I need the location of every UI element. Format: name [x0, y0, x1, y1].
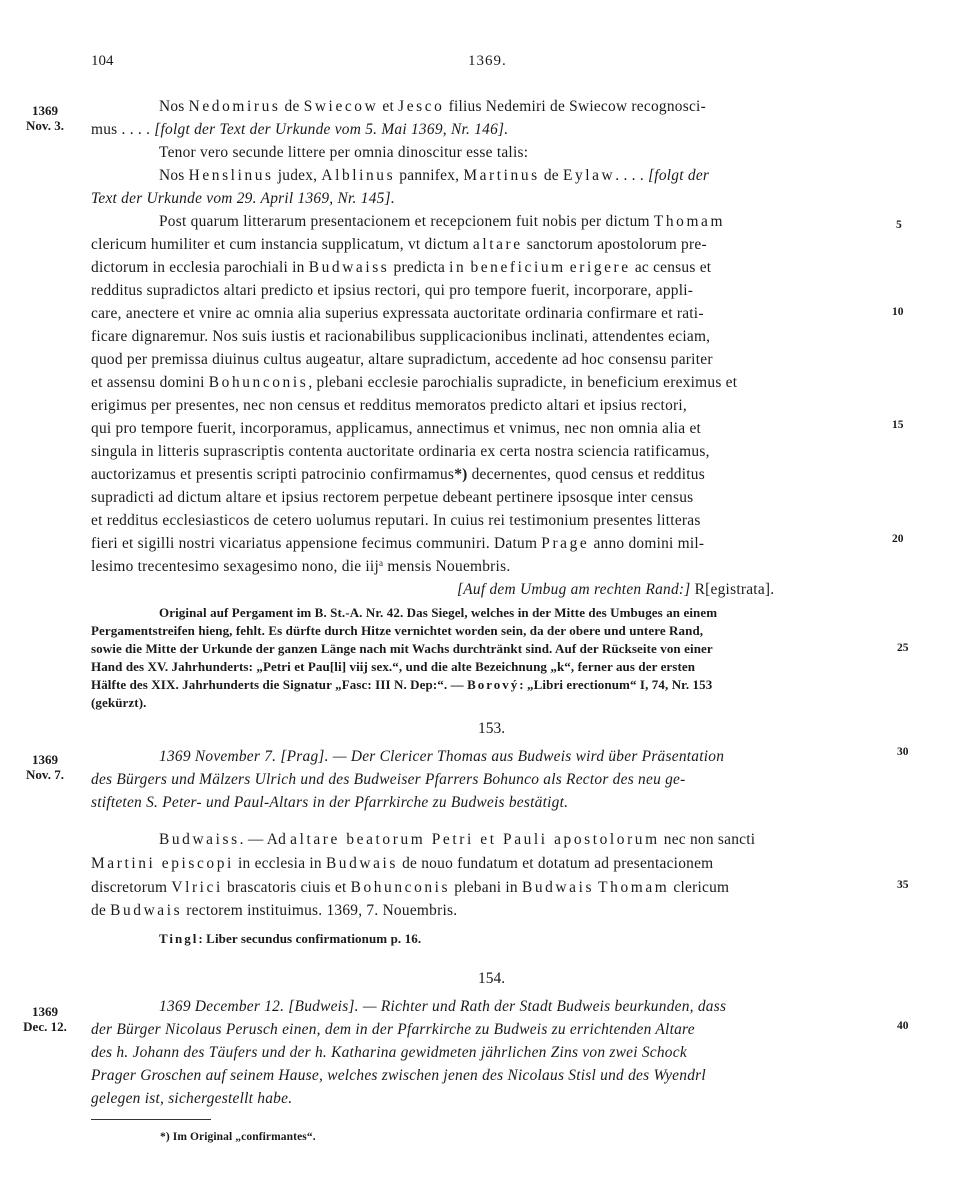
text-line: Text der Urkunde vom 29. April 1369, Nr. 145].: [91, 190, 395, 207]
text-line: Nos Nedomirus de Swiecow et Jesco filius Nedemiri de Swiecow recognosci-: [159, 98, 706, 115]
text-line: et assensu domini Bohunconis, plebani ecclesie parochialis supradicte, in beneficium ereximus et: [91, 374, 738, 391]
margin-date: 1369 Nov. 3.: [26, 103, 64, 133]
note-line: Hand des XV. Jahrhunderts: „Petri et Pau[li] viij sex.“, und die alte Bezeichnung „k“, ferner aus der ersten: [91, 659, 696, 674]
footnote-rule: [91, 1119, 211, 1120]
regest-line: 1369 November 7. [Prag]. — Der Clericer Thomas aus Budweis wird über Präsentation: [159, 748, 725, 765]
text-line: erigimus per presentes, nec non census et redditus memoratos predicto altari et ipsius rectori,: [91, 397, 688, 414]
text-line: clericum humiliter et cum instancia supplicatum, vt dictum altare sanctorum apostolorum pre-: [91, 236, 707, 253]
text-line: qui pro tempore fuerit, incorporamus, applicamus, annectimus et vnimus, nec non omnia alia et: [91, 420, 702, 437]
line-number: 20: [892, 533, 904, 545]
margin-date: 1369 Dec. 12.: [23, 1004, 67, 1034]
text-line: care, anectere et vnire ac omnia alia superius expressata auctoritate ordinaria confirmare et rati-: [91, 305, 704, 322]
note-line: Original auf Pergament im B. St.-A. Nr. 42. Das Siegel, welches in der Mitte des Umbuges an einem: [159, 605, 718, 620]
line-number: 5: [896, 219, 902, 231]
document-number: 153.: [478, 720, 506, 737]
text-line: Post quarum litterarum presentacionem et recepcionem fuit nobis per dictum Thomam: [159, 213, 726, 230]
text-line: lesimo trecentesimo sexagesimo nono, die iij$^a$ mensis Nouembris.: [91, 558, 511, 575]
text-line: discretorum Vlrici brascatoris ciuis et Bohunconis plebani in Budwais Thomam clericum: [91, 879, 730, 896]
regest-line: des h. Johann des Täufers und der h. Katharina gewidmeten jährlichen Zins von zwei Schock: [91, 1044, 687, 1061]
regest-line: des Bürgers und Mälzers Ulrich und des Budweiser Pfarrers Bohunco als Rector des neu ge-: [91, 771, 686, 788]
text-line: mus . . . . [folgt der Text der Urkunde vom 5. Mai 1369, Nr. 146].: [91, 121, 509, 138]
page-number: 104: [91, 53, 114, 69]
regest-line: gelegen ist, sichergestellt habe.: [91, 1090, 293, 1107]
text-line: Nos Henslinus judex, Alblinus pannifex, Martinus de Eylaw. . . . [folgt der: [159, 167, 710, 184]
text-line: redditus supradictos altari predicto et ipsius rectori, qui pro tempore fuerit, incorporare, appli-: [91, 282, 694, 299]
note-line: sowie die Mitte der Urkunde der ganzen Länge nach mit Wachs durchtränkt sind. Auf der Rückseite von einer: [91, 641, 713, 656]
text-line: quod per premissa diuinus cultus augeatur, altare supradictum, accedente ad hoc consensu pariter: [91, 351, 713, 368]
line-number: 10: [892, 306, 904, 318]
source-line: Tingl: Liber secundus confirmationum p. 16.: [159, 931, 422, 946]
text-line: de Budwais rectorem instituimus. 1369, 7. Nouembris.: [91, 902, 458, 919]
regest-line: 1369 December 12. [Budweis]. — Richter und Rath der Stadt Budweis beurkunden, dass: [159, 998, 727, 1015]
regest-line: stifteten S. Peter- und Paul-Altars in der Pfarrkirche zu Budweis bestätigt.: [91, 794, 569, 811]
text-line: auctorizamus et presentis scripti patrocinio confirmamus*) decernentes, quod census et redditus: [91, 466, 705, 483]
line-number: 25: [897, 642, 909, 654]
regest-line: der Bürger Nicolaus Perusch einen, dem in der Pfarrkirche zu Budweis zu errichtenden Altare: [91, 1021, 695, 1038]
document-number: 154.: [478, 970, 506, 987]
text-line: supradicti ad dictum altare et ipsius rectorem perpetue debeant pertinere ipsosque inter census: [91, 489, 694, 506]
line-number: 35: [897, 879, 909, 891]
text-line: singula in litteris suprascriptis contenta auctoritate ordinaria ex certa nostra sciencia ratificamus,: [91, 443, 710, 460]
text-line: ficare dignaremur. Nos suis iustis et racionabilibus supplicacionibus inclinati, attendentes eciam,: [91, 328, 711, 345]
line-number: 15: [892, 419, 904, 431]
line-number: 40: [897, 1020, 909, 1032]
text-line: dictorum in ecclesia parochiali in Budwaiss predicta in beneficium erigere ac census et: [91, 259, 712, 276]
note-line: (gekürzt).: [91, 695, 147, 710]
footnote: *) Im Original „confirmantes“.: [160, 1131, 316, 1143]
text-line: fieri et sigilli nostri vicariatus appensione fecimus communiri. Datum Prage anno domini mil-: [91, 535, 705, 552]
line-number: 30: [897, 746, 909, 758]
text-line: et redditus ecclesiasticos de cetero uolumus reputari. In cuius rei testimonium presentes litteras: [91, 512, 701, 529]
note-line: Pergamentstreifen hieng, fehlt. Es dürfte durch Hitze vernichtet worden sein, da der obere und untere Rand,: [91, 623, 704, 638]
text-line: Tenor vero secunde littere per omnia dinoscitur esse talis:: [159, 144, 529, 161]
text-line: Martini episcopi in ecclesia in Budwais de nouo fundatum et dotatum ad presentacionem: [91, 855, 714, 872]
note-line: Hälfte des XIX. Jahrhunderts die Signatur „Fasc: III N. Dep:“. — Borový: „Libri erectionum“ I, 74, Nr. 153: [91, 677, 713, 692]
regest-line: Prager Groschen auf seinem Hause, welches zwischen jenen des Nicolaus Stisl und des Wyendrl: [91, 1067, 706, 1084]
margin-date: 1369 Nov. 7.: [26, 752, 64, 782]
running-year: 1369.: [468, 53, 507, 69]
text-line: Budwaiss. — Ad altare beatorum Petri et Pauli apostolorum nec non sancti: [159, 831, 756, 848]
text-line: [Auf dem Umbug am rechten Rand:] R[egistrata].: [457, 581, 775, 598]
